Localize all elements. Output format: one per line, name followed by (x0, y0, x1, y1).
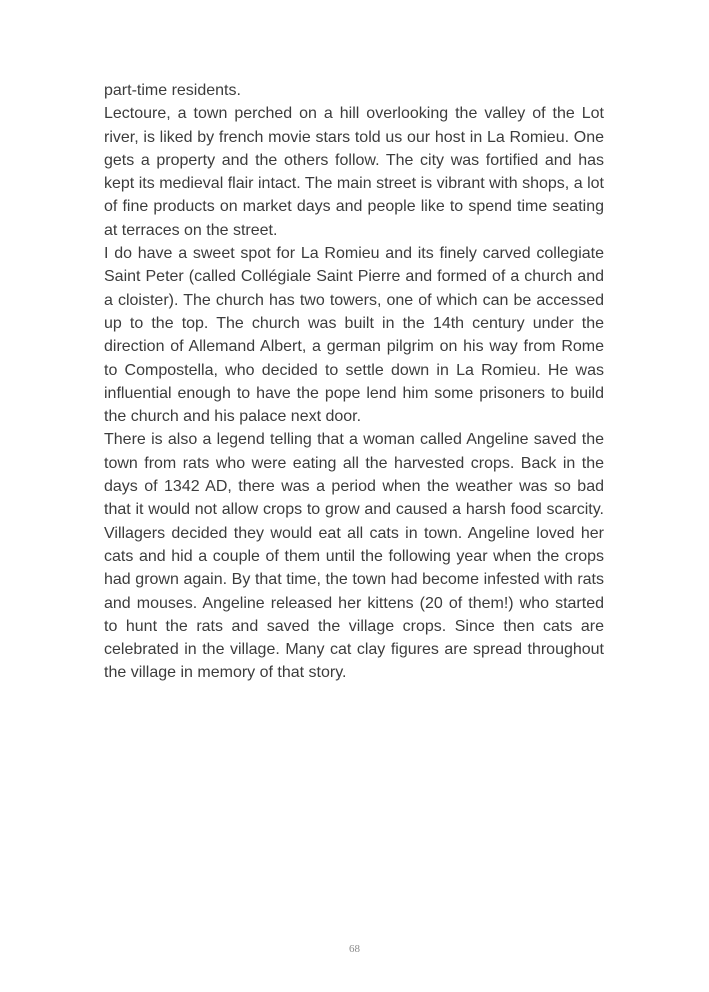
paragraph-la-romieu: I do have a sweet spot for La Romieu and its finely carved collegiate Saint Peter (called Collégiale Saint Pierre and formed of a church and a cloister). The church has two towers, one of which can be accessed up to the top. The church was built in the 14th century under the direction of Allemand Albert, a german pilgrim on his way from Rome to Compostella, who decided to settle down in La Romieu. He was influential enough to have the pope lend him some prisoners to build the church and his palace next door. (104, 245, 604, 426)
paragraph-angeline-legend: There is also a legend telling that a woman called Angeline saved the town from rats who were eating all the harvested crops. Back in the days of 1342 AD, there was a period when the weather was so bad that it would not allow crops to grow and caused a harsh food scarcity. Villagers decided they would eat all cats in town. Angeline loved her cats and hid a couple of them until the following year when the crops had grown again. By that time, the town had become infested with rats and mouses. Angeline released her kittens (20 of them!) who started to hunt the rats and saved the village crops. Since then cats are celebrated in the village. Many cat clay figures are spread throughout the village in memory of that story. (104, 431, 604, 682)
paragraph-lectoure: Lectoure, a town perched on a hill overlooking the valley of the Lot river, is liked by french movie stars told us our host in La Romieu. One gets a property and the others follow. The city was fortified and has kept its medieval flair intact. The main street is vibrant with shops, a lot of fine products on market days and people like to spend time seating at terraces on the street. (104, 105, 604, 239)
paragraph-continuation: part-time residents. (104, 82, 241, 99)
page-number: 68 (349, 943, 360, 955)
body-text (104, 79, 604, 685)
